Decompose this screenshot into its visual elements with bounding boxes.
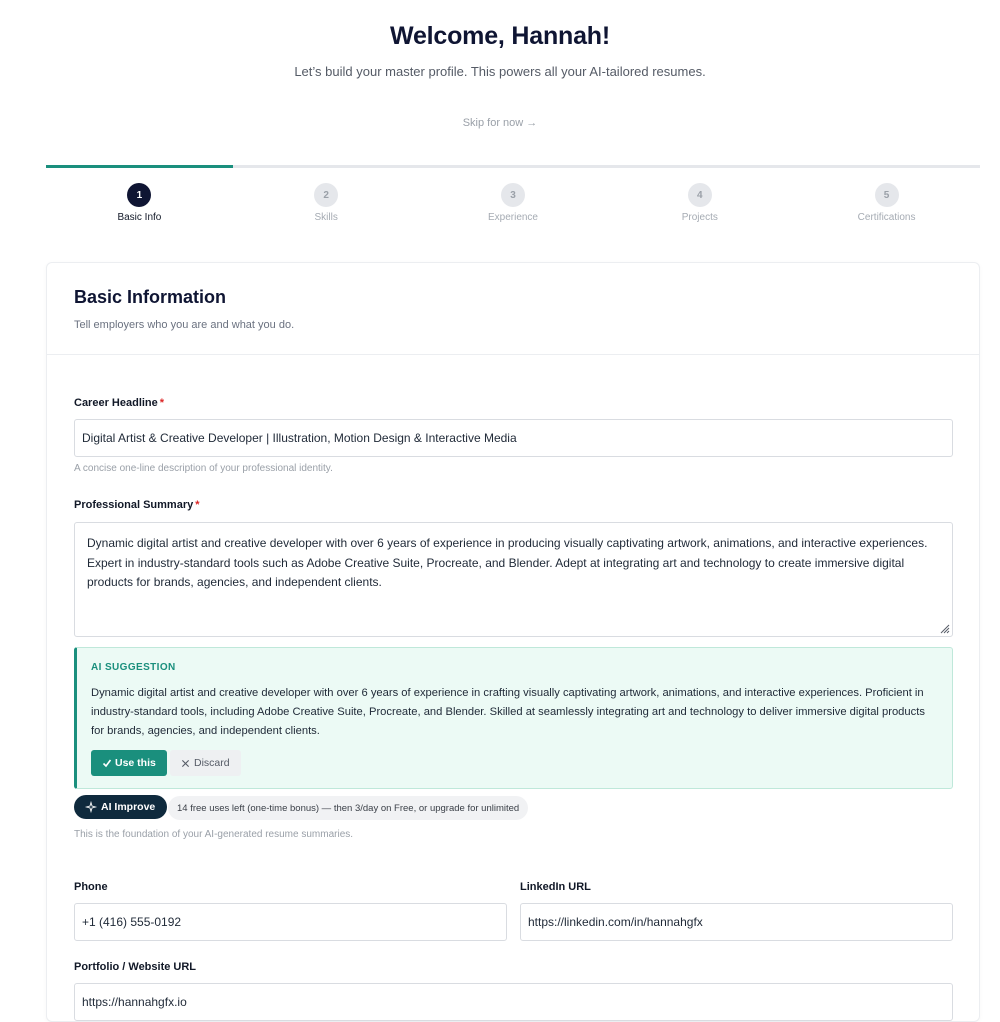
step-label: Projects [681, 212, 718, 223]
step-label: Experience [487, 212, 538, 223]
summary-label-text: Professional Summary [74, 499, 194, 511]
use-this-button[interactable] [91, 750, 167, 776]
welcome-subtitle: Let’s build your master profile. This powers all your AI-tailored resumes. [294, 64, 706, 79]
check-icon [102, 758, 112, 768]
headline-input[interactable] [74, 419, 953, 457]
step-certifications[interactable] [793, 183, 980, 233]
headline-label-text: Career Headline [74, 397, 158, 409]
portfolio-input[interactable] [74, 983, 953, 1021]
step-label: Certifications [857, 212, 916, 223]
ai-improve-label: AI Improve [101, 801, 156, 813]
step-skills[interactable] [233, 183, 420, 233]
step-label: Skills [314, 212, 338, 223]
card-title: Basic Information [74, 287, 227, 307]
ai-suggestion-label: AI SUGGESTION [91, 662, 176, 673]
headline-value: Digital Artist & Creative Developer | Illustration, Motion Design & Interactive Media [82, 431, 517, 445]
summary-textarea[interactable] [74, 522, 953, 637]
card-description: Tell employers who you are and what you do. [74, 319, 295, 331]
step-projects[interactable] [606, 183, 793, 233]
ai-improve-button[interactable] [74, 795, 167, 819]
basic-info-card [46, 262, 980, 1022]
linkedin-input[interactable] [520, 903, 953, 941]
phone-label: Phone [74, 881, 108, 893]
step-label: Basic Info [117, 212, 162, 223]
skip-for-now-link[interactable]: Skip for now → [462, 117, 538, 129]
step-number: 4 [688, 183, 712, 207]
step-number: 1 [127, 183, 151, 207]
portfolio-value: https://hannahgfx.io [82, 995, 187, 1009]
resize-grip-icon[interactable] [940, 624, 950, 634]
card-header [47, 263, 979, 355]
discard-button[interactable] [170, 750, 241, 776]
sparkle-icon [86, 802, 96, 812]
required-mark: * [195, 499, 200, 511]
required-mark: * [159, 397, 165, 409]
summary-label [74, 499, 200, 511]
step-number: 3 [501, 183, 525, 207]
linkedin-value: https://linkedin.com/in/hannahgfx [528, 915, 703, 929]
summary-hint: This is the foundation of your AI-generated resume summaries. [74, 829, 354, 840]
ai-suggestion-text: Dynamic digital artist and creative developer with over 6 years of experience in crafting visually captivating artwork, animations, and interactive experiences. Proficient in industry-standard tools, including Adobe Creative Suite, Procreate, and Blender. Skilled at seamlessly integrating art and technology to deliver immersive digital products for brands, agencies, and independent clients. [91, 687, 925, 737]
welcome-title: Welcome, Hannah! [390, 22, 610, 50]
phone-input[interactable] [74, 903, 507, 941]
step-number: 5 [875, 183, 899, 207]
step-basic-info[interactable] [46, 183, 233, 233]
summary-value: Dynamic digital artist and creative developer with over 6 years of experience in producing visually captivating artwork, animations, and interactive experiences. Expert in industry-standard tools such as Adobe Creative Suite, Procreate, and Blender. Adept at integrating art and technology to create immersive digital products for brands, agencies, and independent clients. [87, 536, 928, 589]
progress-fill [46, 165, 233, 168]
stepper [46, 183, 980, 233]
linkedin-label: LinkedIn URL [520, 881, 591, 893]
use-this-label: Use this [115, 757, 156, 769]
phone-value: +1 (416) 555-0192 [82, 915, 182, 929]
headline-label [74, 397, 164, 409]
headline-hint: A concise one-line description of your professional identity. [74, 463, 333, 474]
ai-suggestion-box [74, 647, 953, 789]
portfolio-label: Portfolio / Website URL [74, 961, 197, 973]
close-icon [181, 759, 190, 768]
usage-badge: 14 free uses left (one-time bonus) — then 3/day on Free, or upgrade for unlimited [168, 796, 528, 820]
step-number: 2 [314, 183, 338, 207]
discard-label: Discard [194, 757, 230, 769]
step-experience[interactable] [420, 183, 607, 233]
